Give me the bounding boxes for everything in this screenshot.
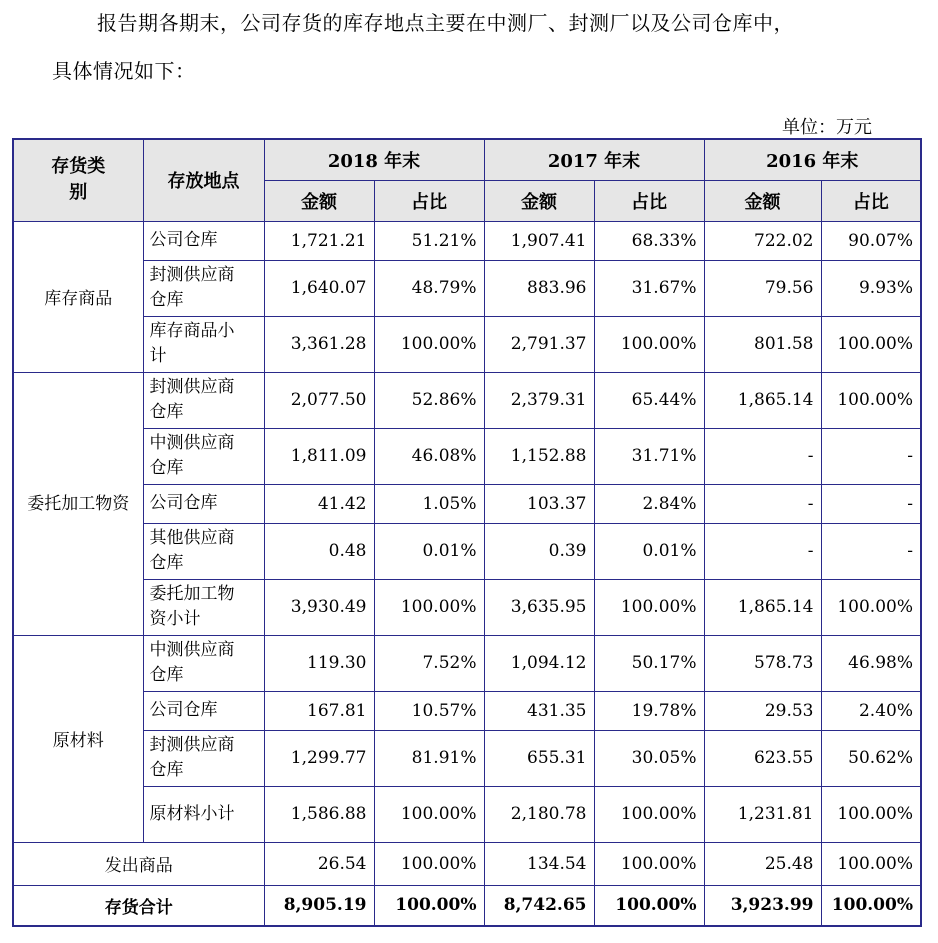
amount-cell: 0.48 xyxy=(264,523,374,579)
amount-cell: 2,180.78 xyxy=(484,786,594,842)
ratio-cell: 100.00% xyxy=(821,579,921,635)
header-ratio: 占比 xyxy=(374,180,484,221)
amount-cell: 722.02 xyxy=(704,221,821,260)
header-amount: 金额 xyxy=(484,180,594,221)
table-row xyxy=(13,635,921,691)
amount-cell: 1,907.41 xyxy=(484,221,594,260)
ratio-cell: 100.00% xyxy=(821,842,921,885)
amount-cell: 578.73 xyxy=(704,635,821,691)
ratio-cell: 2.40% xyxy=(821,691,921,730)
table-row xyxy=(13,428,921,484)
ratio-cell: 100.00% xyxy=(374,579,484,635)
amount-cell: - xyxy=(704,428,821,484)
amount-cell: 3,923.99 xyxy=(704,885,821,926)
header-year-2016: 2016 年末 xyxy=(704,139,921,180)
inventory-table xyxy=(12,138,922,927)
header-year-2017: 2017 年末 xyxy=(484,139,704,180)
ratio-cell: 2.84% xyxy=(594,484,704,523)
amount-cell: 26.54 xyxy=(264,842,374,885)
amount-cell: 1,094.12 xyxy=(484,635,594,691)
header-ratio: 占比 xyxy=(821,180,921,221)
amount-cell: 3,930.49 xyxy=(264,579,374,635)
amount-cell: 655.31 xyxy=(484,730,594,786)
ratio-cell: 100.00% xyxy=(374,786,484,842)
ratio-cell: 100.00% xyxy=(594,579,704,635)
ratio-cell: 100.00% xyxy=(821,885,921,926)
ratio-cell: 0.01% xyxy=(594,523,704,579)
ratio-cell: 100.00% xyxy=(821,786,921,842)
amount-cell: 431.35 xyxy=(484,691,594,730)
table-row xyxy=(13,260,921,316)
table-row xyxy=(13,221,921,260)
ratio-cell: 31.67% xyxy=(594,260,704,316)
amount-cell: 119.30 xyxy=(264,635,374,691)
category-cell: 委托加工物资 xyxy=(13,372,143,635)
location-cell: 公司仓库 xyxy=(143,221,264,260)
header-amount: 金额 xyxy=(704,180,821,221)
unit-label: 单位：万元 xyxy=(782,117,872,138)
location-cell: 中测供应商仓库 xyxy=(143,428,264,484)
amount-cell: 1,865.14 xyxy=(704,579,821,635)
table-row xyxy=(13,372,921,428)
ratio-cell: 100.00% xyxy=(821,316,921,372)
amount-cell: 2,077.50 xyxy=(264,372,374,428)
amount-cell: - xyxy=(704,523,821,579)
amount-cell: 29.53 xyxy=(704,691,821,730)
ratio-cell: 90.07% xyxy=(821,221,921,260)
ratio-cell: 100.00% xyxy=(594,885,704,926)
ratio-cell: 100.00% xyxy=(594,316,704,372)
table-row-shipped xyxy=(13,842,921,885)
ratio-cell: 100.00% xyxy=(374,316,484,372)
ratio-cell: 0.01% xyxy=(374,523,484,579)
header-location: 存放地点 xyxy=(143,139,264,221)
ratio-cell: 50.62% xyxy=(821,730,921,786)
ratio-cell: 10.57% xyxy=(374,691,484,730)
ratio-cell: 100.00% xyxy=(374,842,484,885)
amount-cell: 1,865.14 xyxy=(704,372,821,428)
location-cell: 库存商品小计 xyxy=(143,316,264,372)
amount-cell: 2,379.31 xyxy=(484,372,594,428)
ratio-cell: 50.17% xyxy=(594,635,704,691)
amount-cell: 25.48 xyxy=(704,842,821,885)
ratio-cell: 48.79% xyxy=(374,260,484,316)
ratio-cell: 19.78% xyxy=(594,691,704,730)
amount-cell: 1,299.77 xyxy=(264,730,374,786)
ratio-cell: 100.00% xyxy=(594,786,704,842)
intro-line-2: 具体情况如下： xyxy=(52,59,196,83)
header-ratio: 占比 xyxy=(594,180,704,221)
amount-cell: 1,640.07 xyxy=(264,260,374,316)
ratio-cell: - xyxy=(821,428,921,484)
table-row xyxy=(13,316,921,372)
ratio-cell: 7.52% xyxy=(374,635,484,691)
ratio-cell: 100.00% xyxy=(821,372,921,428)
location-cell: 封测供应商仓库 xyxy=(143,730,264,786)
amount-cell: 3,635.95 xyxy=(484,579,594,635)
ratio-cell: 51.21% xyxy=(374,221,484,260)
table-row xyxy=(13,691,921,730)
table-row xyxy=(13,484,921,523)
table-row-total xyxy=(13,885,921,926)
amount-cell: 41.42 xyxy=(264,484,374,523)
table-row xyxy=(13,523,921,579)
location-cell: 其他供应商仓库 xyxy=(143,523,264,579)
ratio-cell: 68.33% xyxy=(594,221,704,260)
location-cell: 委托加工物资小计 xyxy=(143,579,264,635)
location-cell: 原材料小计 xyxy=(143,786,264,842)
table-row xyxy=(13,579,921,635)
table-row xyxy=(13,786,921,842)
ratio-cell: 100.00% xyxy=(374,885,484,926)
ratio-cell: 81.91% xyxy=(374,730,484,786)
amount-cell: 0.39 xyxy=(484,523,594,579)
table-row xyxy=(13,730,921,786)
header-amount: 金额 xyxy=(264,180,374,221)
amount-cell: 134.54 xyxy=(484,842,594,885)
location-cell: 公司仓库 xyxy=(143,484,264,523)
ratio-cell: 31.71% xyxy=(594,428,704,484)
total-label: 存货合计 xyxy=(13,885,264,926)
ratio-cell: - xyxy=(821,484,921,523)
amount-cell: 8,742.65 xyxy=(484,885,594,926)
intro-line-1: 报告期各期末，公司存货的库存地点主要在中测厂、封测厂以及公司仓库中， xyxy=(97,11,794,35)
amount-cell: 1,152.88 xyxy=(484,428,594,484)
location-cell: 封测供应商仓库 xyxy=(143,372,264,428)
amount-cell: 2,791.37 xyxy=(484,316,594,372)
ratio-cell: 1.05% xyxy=(374,484,484,523)
ratio-cell: - xyxy=(821,523,921,579)
amount-cell: 167.81 xyxy=(264,691,374,730)
location-cell: 封测供应商仓库 xyxy=(143,260,264,316)
ratio-cell: 46.98% xyxy=(821,635,921,691)
header-category: 存货类别 xyxy=(13,139,143,221)
location-cell: 中测供应商仓库 xyxy=(143,635,264,691)
location-cell: 公司仓库 xyxy=(143,691,264,730)
amount-cell: 1,586.88 xyxy=(264,786,374,842)
amount-cell: 8,905.19 xyxy=(264,885,374,926)
category-cell: 库存商品 xyxy=(13,221,143,372)
amount-cell: 3,361.28 xyxy=(264,316,374,372)
shipped-label: 发出商品 xyxy=(13,842,264,885)
amount-cell: 1,231.81 xyxy=(704,786,821,842)
ratio-cell: 46.08% xyxy=(374,428,484,484)
ratio-cell: 100.00% xyxy=(594,842,704,885)
amount-cell: 1,721.21 xyxy=(264,221,374,260)
amount-cell: 79.56 xyxy=(704,260,821,316)
ratio-cell: 9.93% xyxy=(821,260,921,316)
amount-cell: 883.96 xyxy=(484,260,594,316)
amount-cell: - xyxy=(704,484,821,523)
category-cell: 原材料 xyxy=(13,635,143,842)
amount-cell: 1,811.09 xyxy=(264,428,374,484)
amount-cell: 801.58 xyxy=(704,316,821,372)
ratio-cell: 30.05% xyxy=(594,730,704,786)
ratio-cell: 65.44% xyxy=(594,372,704,428)
ratio-cell: 52.86% xyxy=(374,372,484,428)
header-year-2018: 2018 年末 xyxy=(264,139,484,180)
amount-cell: 623.55 xyxy=(704,730,821,786)
amount-cell: 103.37 xyxy=(484,484,594,523)
